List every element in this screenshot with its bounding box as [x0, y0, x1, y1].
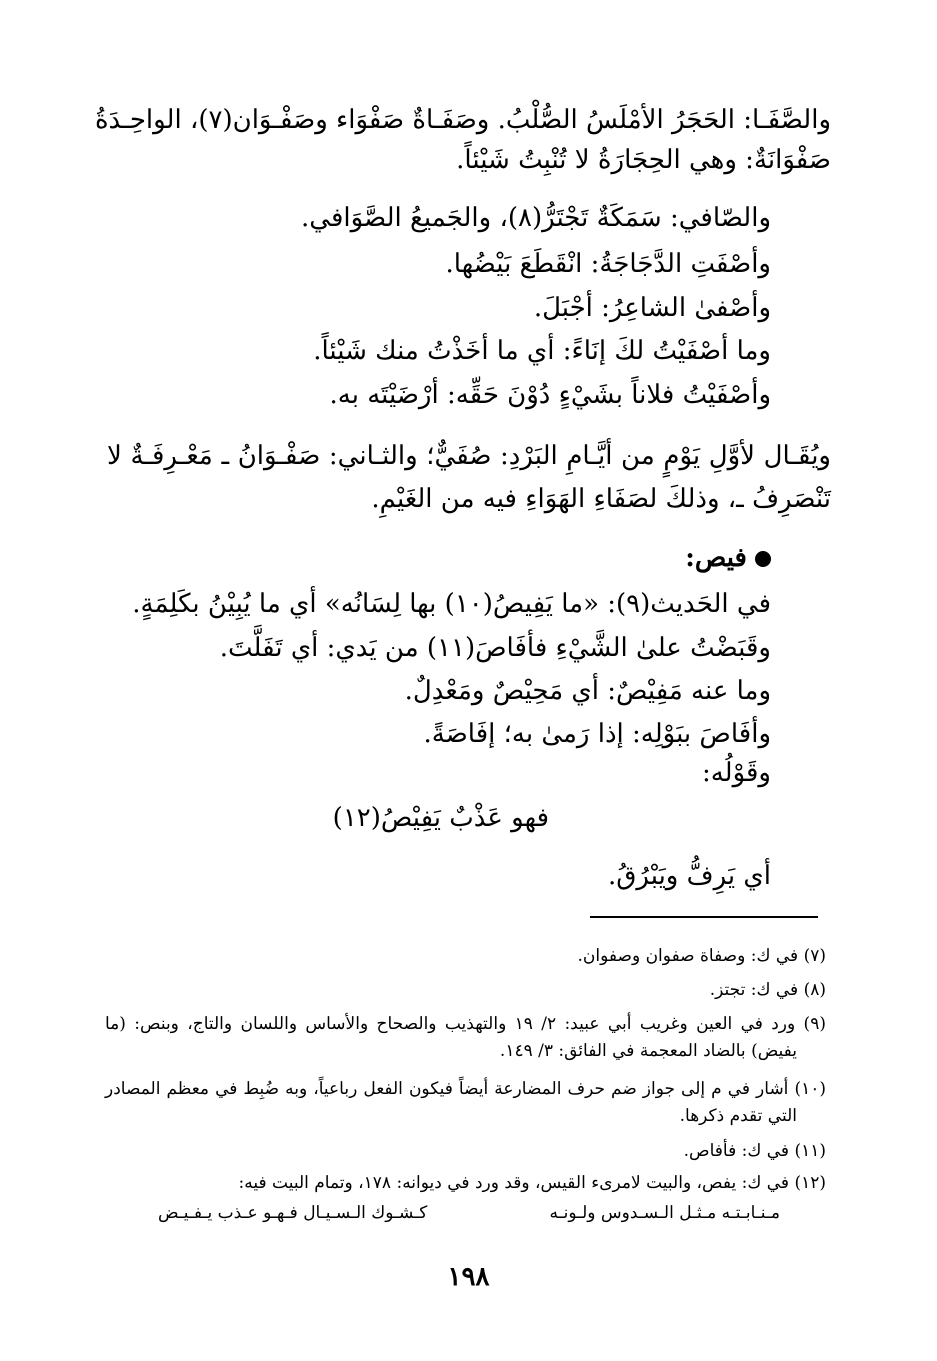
text-line: وأصْفَيْتُ فلاناً بشَيْءٍ دُوْنَ حَقِّه: أرْضَيْتَه به.: [329, 380, 771, 410]
footnote: التي تقدم ذكرها.: [679, 1106, 797, 1126]
entry-heading: [685, 540, 771, 576]
text-line: والصّافي: سَمَكَةٌ تَجْتَرُّ(٨)، والجَميعُ الصَّوَافي.: [301, 203, 771, 233]
footnote: (١١) في ك: فأفاص.: [683, 1141, 826, 1161]
verse-quote: فهو عَذْبٌ يَفِيْصُ(١٢): [332, 803, 549, 833]
text-line: وأفَاصَ ببَوْلِه: إذا رَمىٰ به؛ إفَاصَةً.: [423, 719, 771, 749]
footnote-verse-second-hemistich: كـشـوك الـسـيـال فـهـو عـذب يـفـيـض: [158, 1203, 428, 1223]
text-line: وقَبَضْتُ علىٰ الشَّيْءِ فأفَاصَ(١١) من يَدي: أي تَفَلَّتَ.: [219, 633, 771, 663]
entry-heading-text: فيص:: [685, 543, 747, 573]
paragraph-line: صَفْوَانَةٌ: وهي الحِجَارَةُ لا تُنْبِتُ شَيْئاً.: [456, 145, 831, 175]
text-line: وأصْفىٰ الشاعِرُ: أجْبَلَ.: [533, 293, 771, 323]
text-line: وما أصْفَيْتُ لكَ إنَاءً: أي ما أخَذْتُ منك شَيْئاً.: [313, 336, 771, 366]
bullet-icon: [755, 551, 771, 567]
footnote: (٩) ورد في العين وغريب أبي عبيد: ٢/ ١٩ والتهذيب والصحاح والأساس واللسان والتاج، وبنص: (ما: [105, 1014, 826, 1034]
footnote-verse-first-hemistich: مـنـابـتـه مـثـل الـسـدوس ولـونـه: [549, 1203, 780, 1223]
footnote-separator: [590, 916, 818, 918]
footnote: (٨) في ك: تجتز.: [709, 980, 826, 1000]
text-line: وأصْفَتِ الدَّجَاجَةُ: انْقَطَعَ بَيْضُها.: [445, 249, 771, 279]
footnote: (١٢) في ك: يفص، والبيت لامرىء القيس، وقد ورد في ديوانه: ١٧٨، وتمام البيت فيه:: [238, 1173, 826, 1193]
paragraph-line: والصَّفَـا: الحَجَرُ الأمْلَسُ الصُّلْبُ. وصَفَـاةٌ صَفْوَاء وصَفْـوَان(٧)، الواحِـدَةُ: [94, 105, 831, 135]
footnote: (١٠) أشار في م إلى جواز ضم حرف المضارعة أيضاً فيكون الفعل رباعياً، وبه ضُبِط في معظم المصادر: [105, 1079, 826, 1099]
text-line: وقَوْلُه:: [701, 758, 771, 788]
text-line: أي يَرِفُّ ويَبْرُقُ.: [607, 861, 771, 891]
footnote: (٧) في ك: وصفاة صفوان وصفوان.: [577, 946, 826, 966]
paragraph-line: ويُقَـال لأوَّلِ يَوْمٍ من أيَّـامِ البَرْدِ: صُفَيٌّ؛ والثـاني: صَفْـوَانُ ـ مَعْـرِفَـةٌ لا: [107, 441, 831, 471]
text-line: في الحَديث(٩): «ما يَفِيصُ(١٠) بها لِسَانُه» أي ما يُبِيْنُ بكَلِمَةٍ.: [132, 589, 771, 619]
footnote: يفيض) بالضاد المعجمة في الفائق: ٣/ ١٤٩.: [499, 1041, 797, 1061]
page-number: ١٩٨: [447, 1262, 490, 1292]
text-line: وما عنه مَفِيْصٌ: أي مَحِيْصٌ ومَعْدِلٌ.: [404, 676, 771, 706]
paragraph-line: تَنْصَرِفُ ـ، وذلكَ لصَفَاءِ الهَوَاءِ فيه من الغَيْمِ.: [371, 484, 831, 514]
